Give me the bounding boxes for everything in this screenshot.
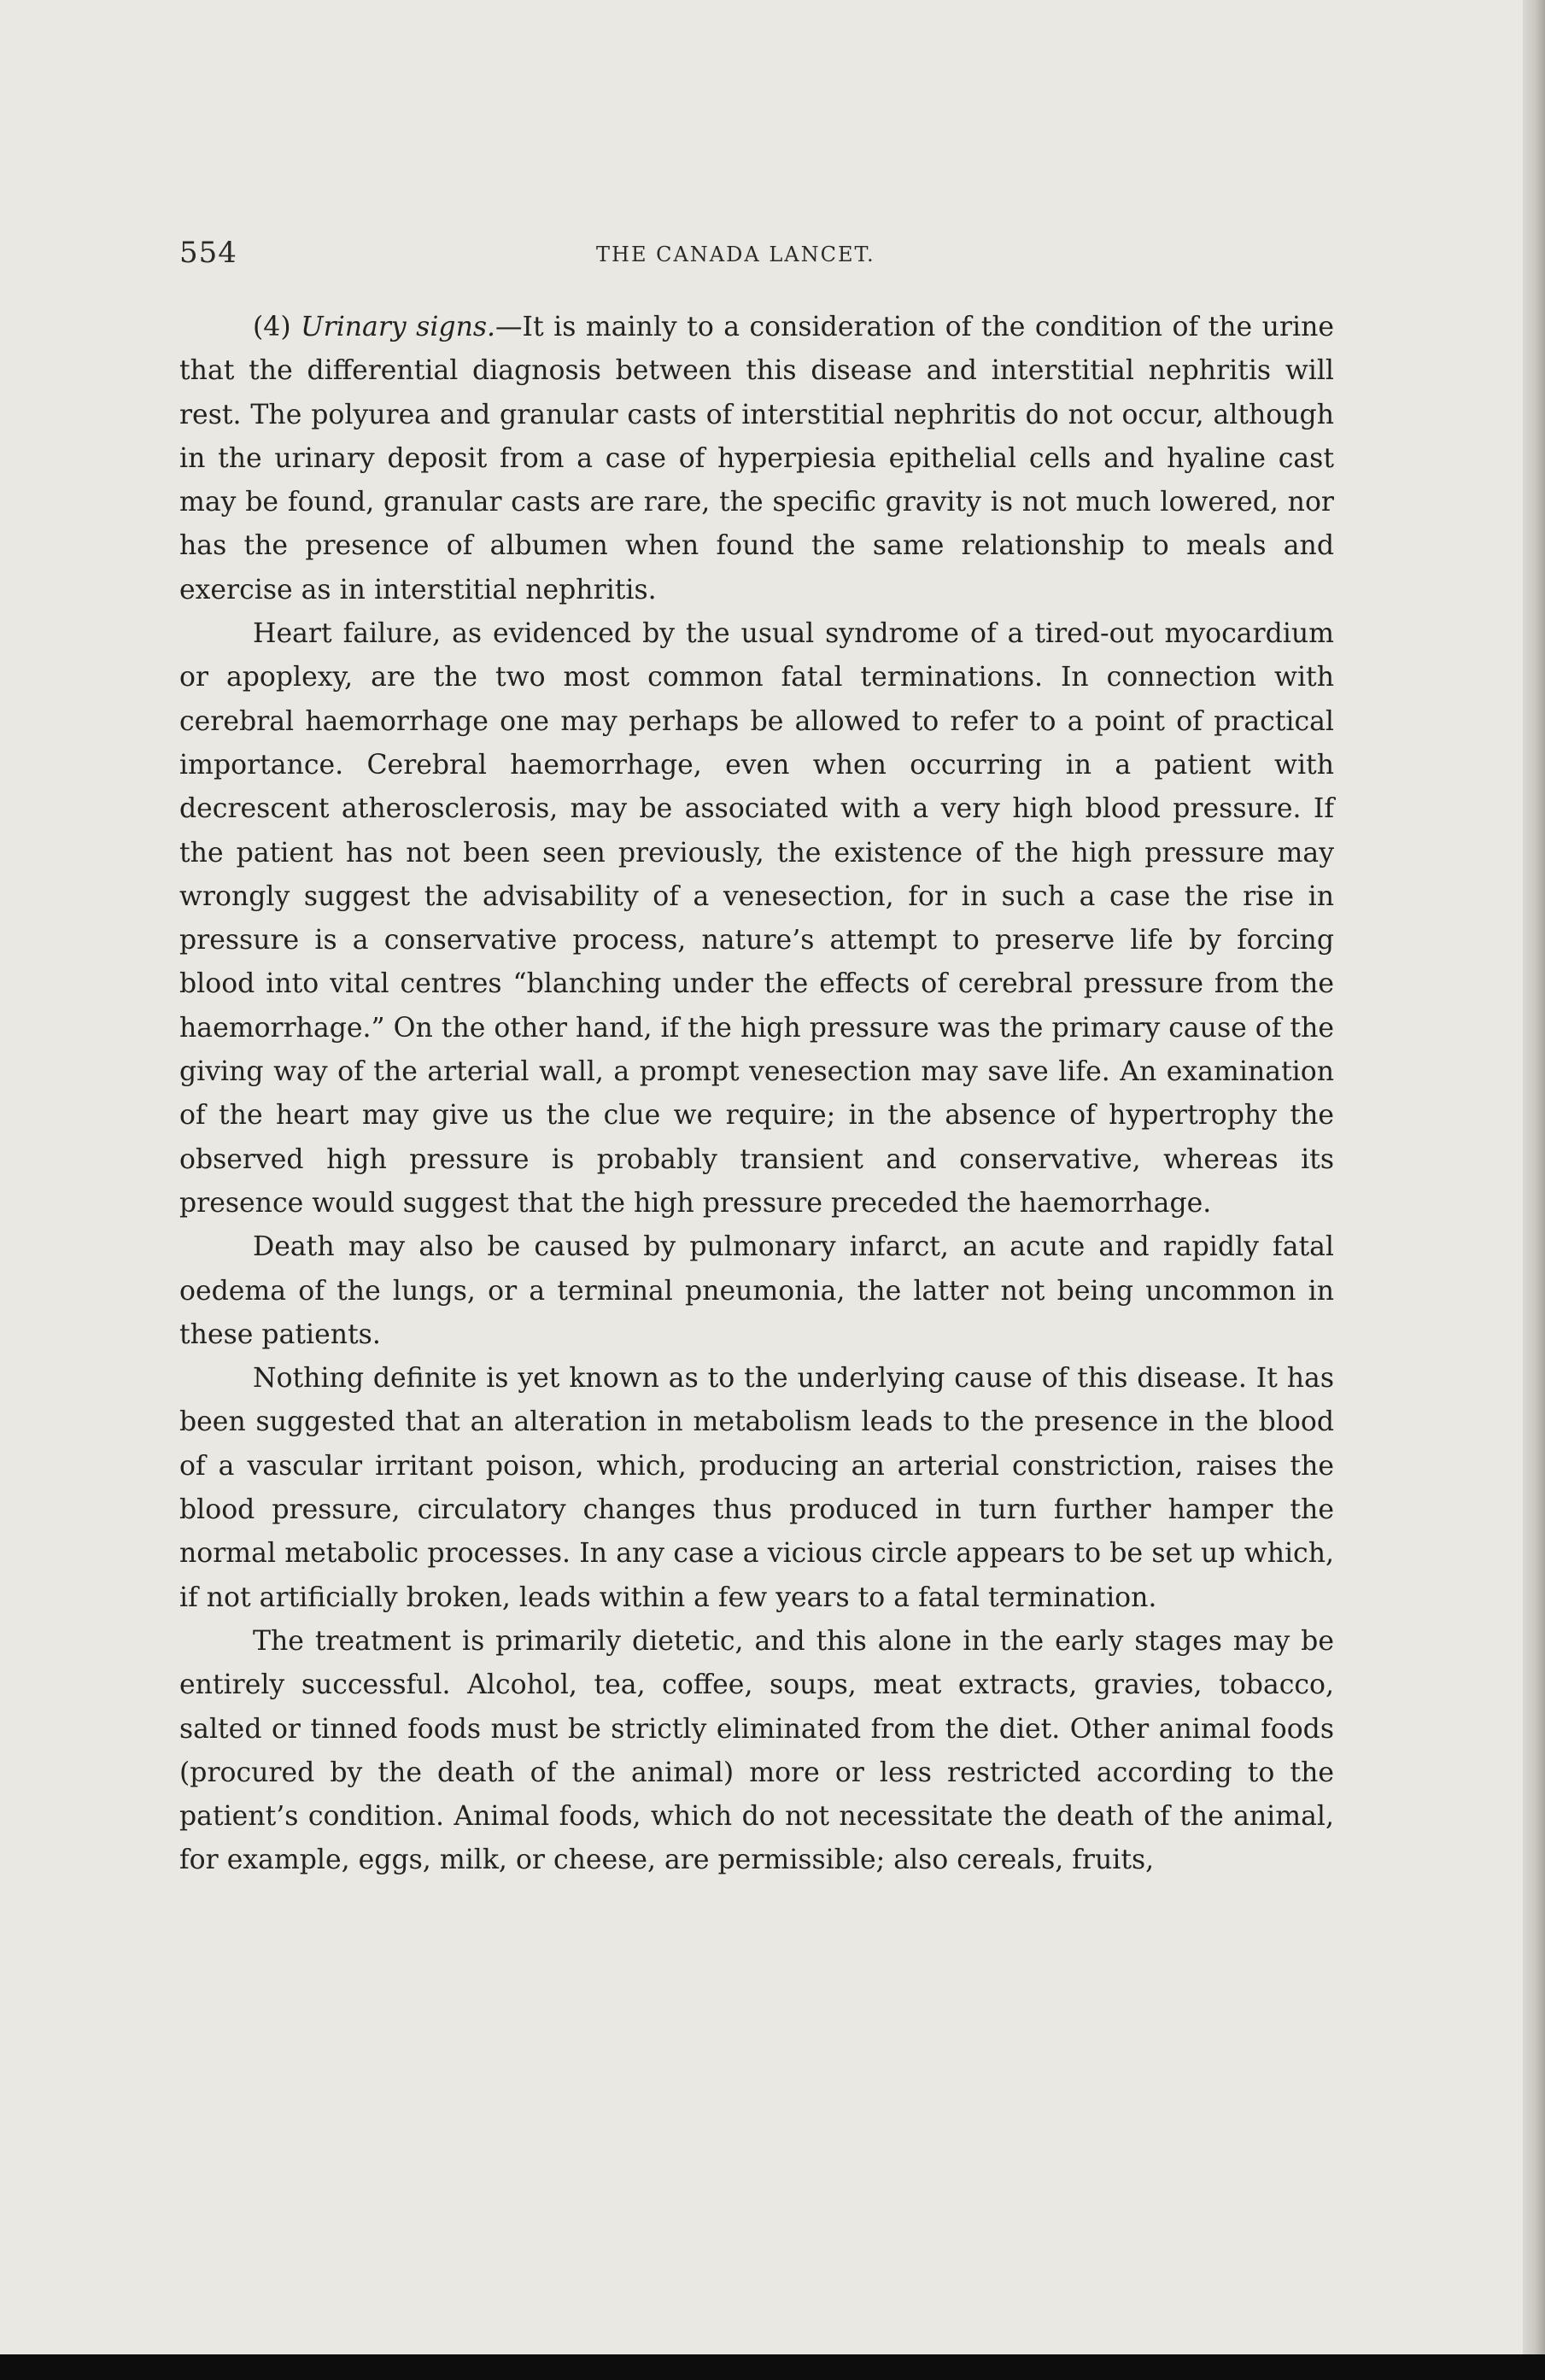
section-number: (4) [253,312,301,342]
paragraph-underlying-cause: Nothing definite is yet known as to the underlying cause of this disease. It has been suggested that an alteration in metabolism leads to the presence in the blood of a vascular irritant poison, which, producing an arterial constriction, raises the blood pressure, circulatory changes thus produced in turn further hamper the normal metabolic processes. In any case a vicious circle appears to be set up which, if not artificially broken, leads within a few years to a fatal termination. [179,1363,1334,1613]
paragraph-text: —It is mainly to a consideration of the condition of the urine that the differential diagnosis between this disease and interstitial nephritis will rest. The polyurea and granular casts of interstitial nephritis do not occur, although in the urinary deposit from a case of hyperpiesia epithelial cells and hyaline cast may be found, granular casts are rare, the specific gravity is not much lowered, nor has the presence of albumen when found the same relationship to meals and exercise as in interstitial nephritis. [179,312,1335,605]
paragraph-urinary-signs [179,306,1334,612]
paragraph-heart-failure: Heart failure, as evidenced by the usual syndrome of a tired-out myocardium or apoplexy, are the two most common fatal terminations. In connection with cerebral haemorrhage one may perhaps be allowed to refer to a point of practical importance. Cerebral haemorrhage, even when occurring in a patient with decrescent atherosclerosis, may be associated with a very high blood pressure. If the patient has not been seen previously, the existence of the high pressure may wrongly suggest the advisability of a venesection, for in such a case the rise in pressure is a conservative process, nature’s attempt to preserve life by forcing blood into vital centres “blanching under the effects of cerebral pressure from the haemorrhage.” On the other hand, if the high pressure was the primary cause of the giving way of the arterial wall, a prompt venesection may save life. An examination of the heart may give us the clue we require; in the absence of hypertrophy the observed high pressure is probably transient and conservative, whereas its presence would suggest that the high pressure preceded the haemorrhage. [179,618,1335,1219]
running-head: THE CANADA LANCET. [596,243,875,266]
article-body [179,306,1334,1883]
page-edge-shadow [1523,0,1545,2380]
section-heading [253,312,495,342]
paragraph-death-causes: Death may also be caused by pulmonary infarct, an acute and rapidly fatal oedema of the lungs, or a terminal pneumonia, the latter not being uncommon in these patients. [179,1231,1334,1350]
page-number: 554 [179,236,237,270]
section-title: Urinary signs. [301,312,496,342]
paragraph-treatment: The treatment is primarily dietetic, and this alone in the early stages may be entirely successful. Alcohol, tea, coffee, soups, meat extracts, gravies, tobacco, salted or tinned foods must be strictly eliminated from the diet. Other animal foods (procured by the death of the animal) more or less restricted according to the patient’s condition. Animal foods, which do not necessitate the death of the animal, for example, eggs, milk, or cheese, are permissible; also cereals, fruits, [179,1625,1334,1876]
scan-bottom-border [0,2354,1545,2380]
page-header [179,236,1334,273]
